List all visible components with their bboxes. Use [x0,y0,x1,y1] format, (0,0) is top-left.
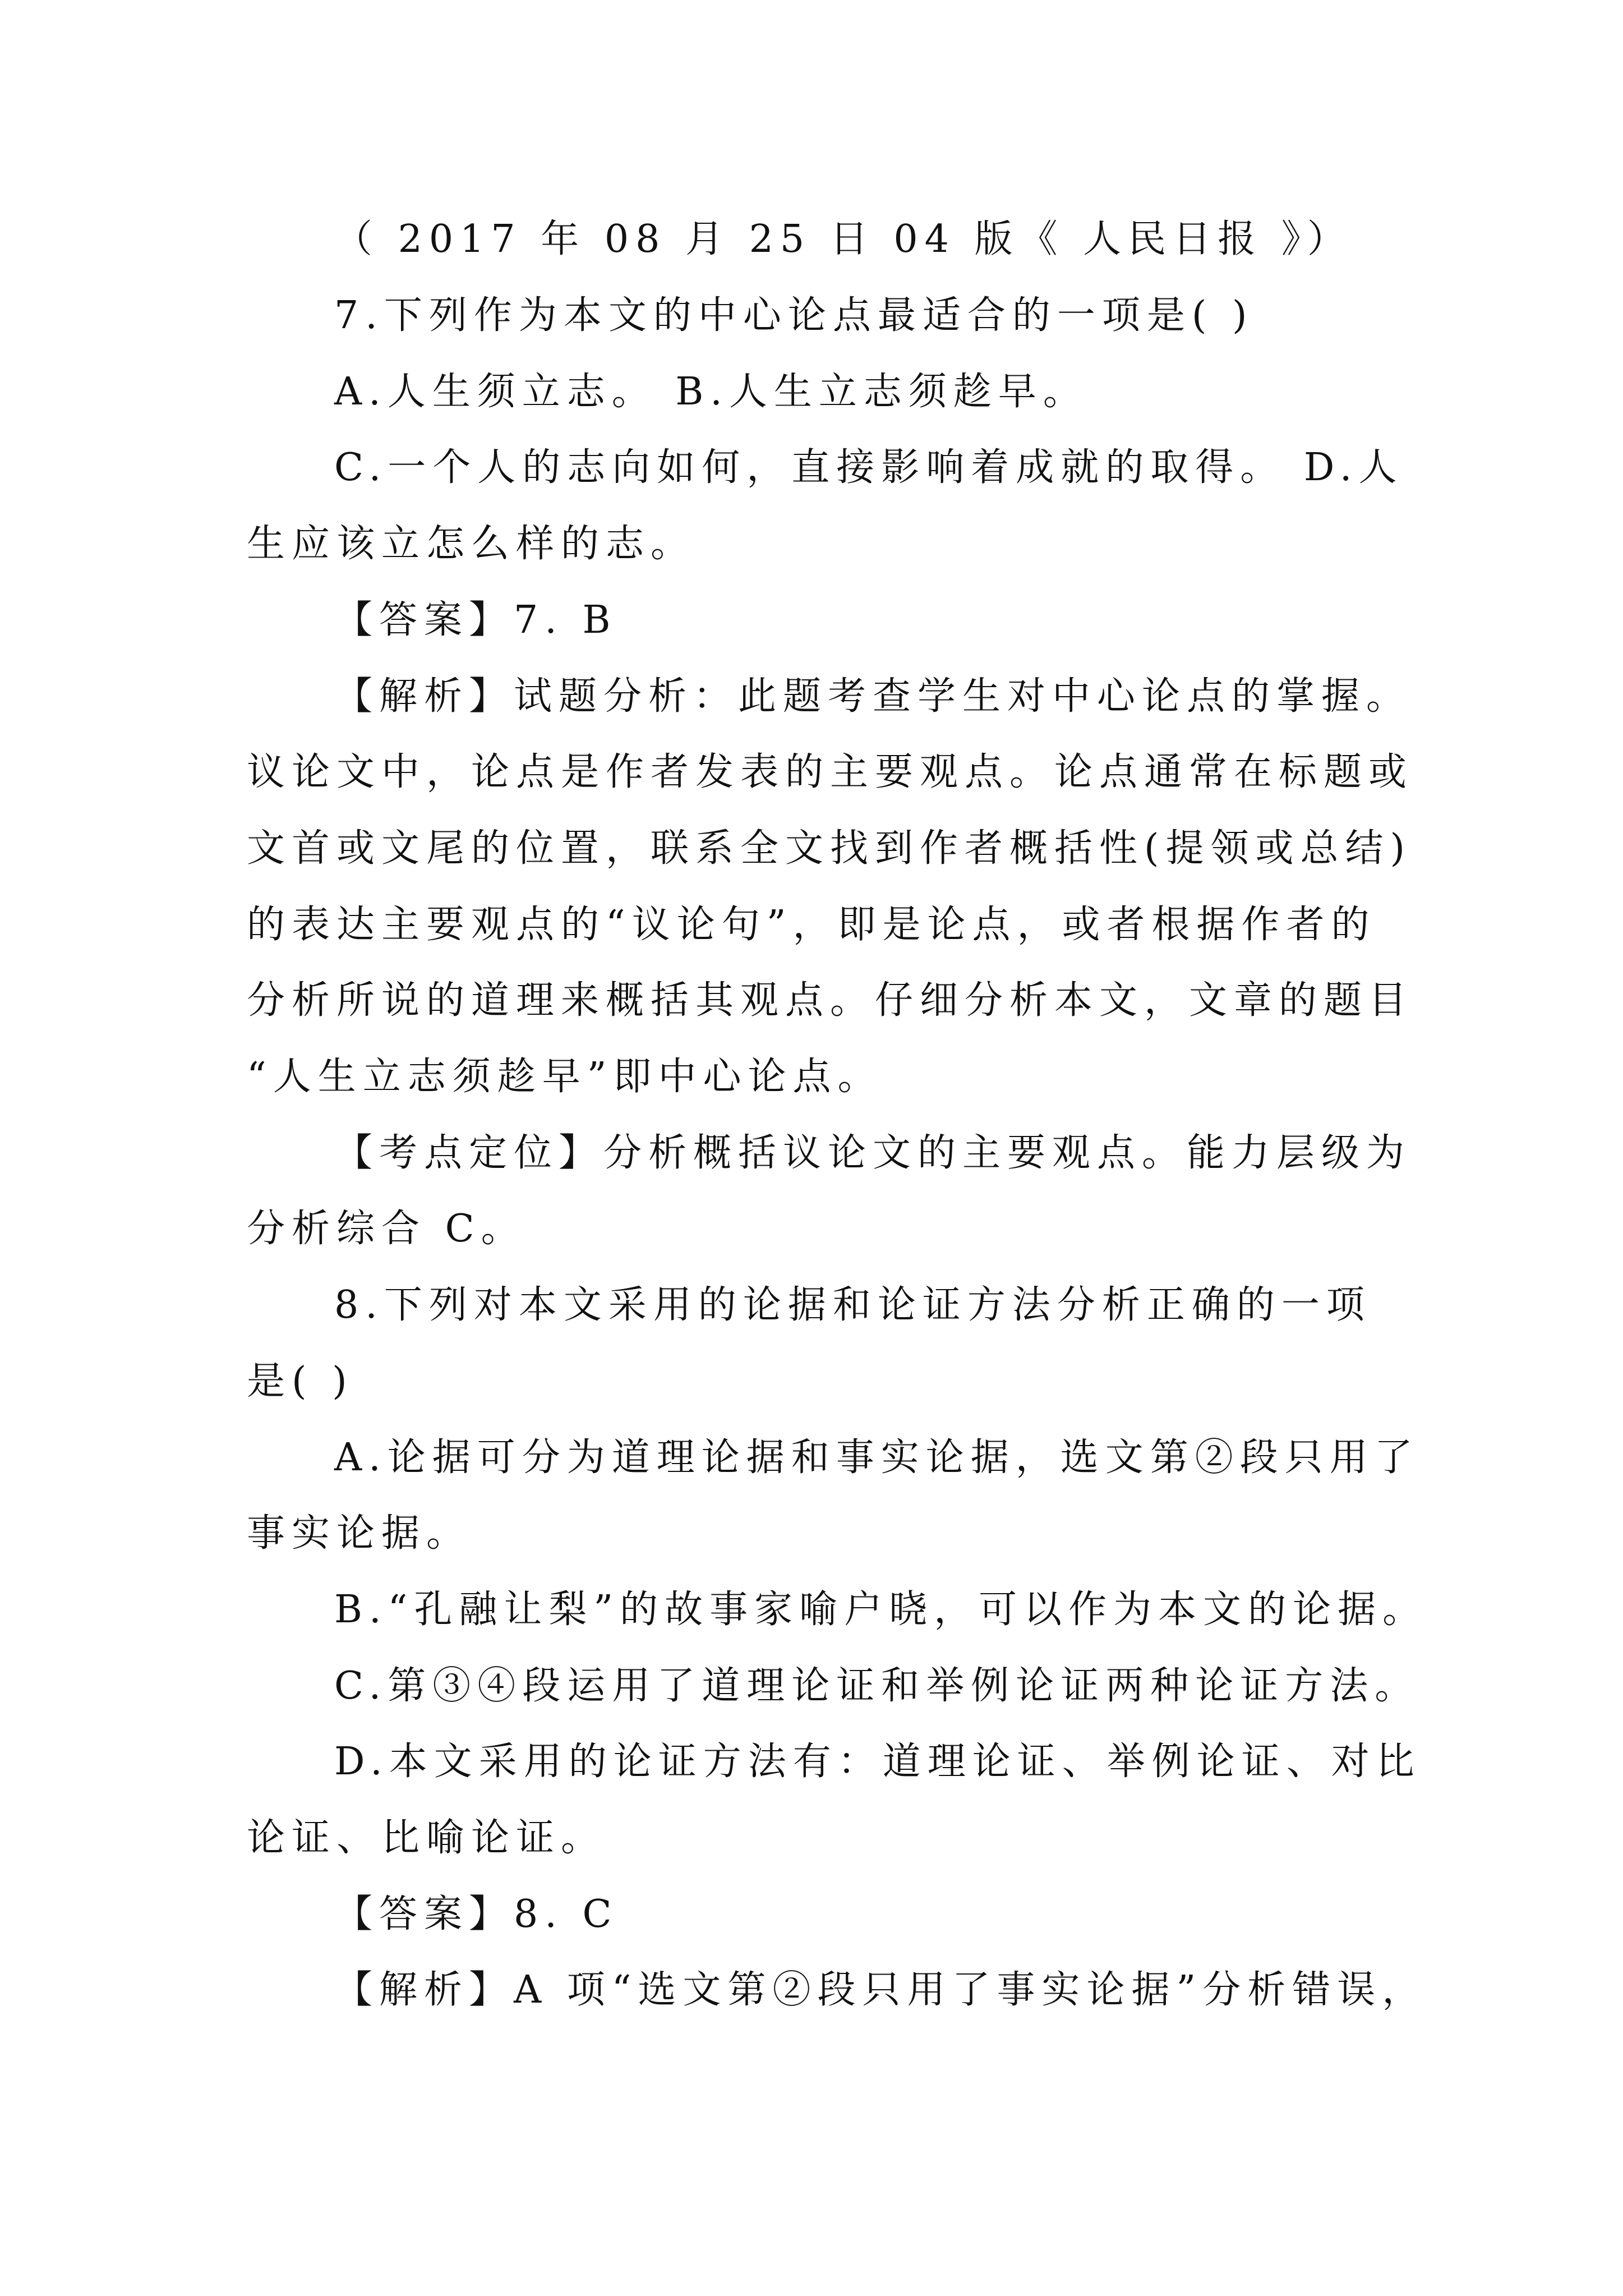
question-7-answer: 【答案】7. B [334,598,617,642]
question-7-analysis-line-1: 【解析】试题分析：此题考查学生对中心论点的掌握。 [334,674,1412,719]
question-8-option-a-line-2: 事实论据。 [247,1511,472,1556]
question-7-key-point-line-1: 【考点定位】分析概括议论文的主要观点。能力层级为 [334,1131,1412,1175]
question-7-options-cd: C.一个人的志向如何，直接影响着成就的取得。 D.人 [334,445,1404,490]
question-7-key-point-line-2: 分析综合 C。 [247,1207,526,1251]
question-8-analysis-line-1: 【解析】A 项“选文第②段只用了事实论据”分析错误， [334,1968,1427,2012]
question-8-option-d-line-2: 论证、比喻论证。 [247,1816,606,1860]
question-8-answer: 【答案】8. C [334,1892,619,1936]
question-8-stem-line-2: 是( ) [247,1359,354,1404]
question-8-option-c: C.第③④段运用了道理论证和举例论证两种论证方法。 [334,1664,1420,1708]
question-7-analysis-line-4: 的表达主要观点的“议论句”，即是论点，或者根据作者的 [247,903,1376,947]
source-citation: （ 2017 年 08 月 25 日 04 版《 人民日报 》） [334,217,1352,261]
question-7-options-ab: A.人生须立志。 B.人生立志须趁早。 [334,370,1088,414]
question-8-option-d-line-1: D.本文采用的论证方法有：道理论证、举例论证、对比 [334,1740,1421,1784]
question-7-analysis-line-5: 分析所说的道理来概括其观点。仔细分析本文，文章的题目 [247,978,1414,1023]
question-7-analysis-line-3: 文首或文尾的位置，联系全文找到作者概括性(提领或总结) [247,826,1412,871]
question-7-stem: 7.下列作为本文的中心论点最适合的一项是( ) [334,293,1254,338]
question-8-option-b: B.“孔融让梨”的故事家喻户晓，可以作为本文的论据。 [334,1588,1428,1632]
question-8-stem-line-1: 8.下列对本文采用的论据和论证方法分析正确的一项 [334,1283,1371,1327]
question-7-analysis-line-6: “人生立志须趁早”即中心论点。 [247,1055,883,1099]
question-7-option-d-continued: 生应该立怎么样的志。 [247,522,696,566]
question-8-option-a-line-1: A.论据可分为道理论据和事实论据，选文第②段只用了 [334,1435,1419,1480]
question-7-analysis-line-2: 议论文中，论点是作者发表的主要观点。论点通常在标题或 [247,750,1414,794]
